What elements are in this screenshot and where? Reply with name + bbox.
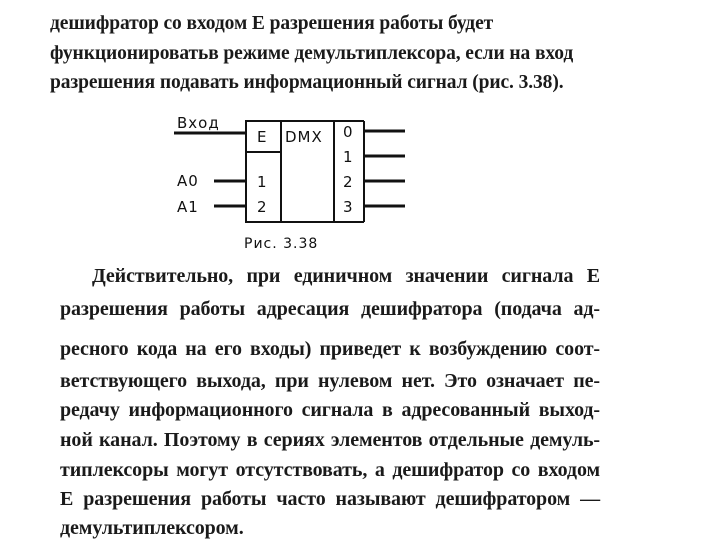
text-line: типлексоры могут отсутствовать, а дешифратор со входом xyxy=(60,459,600,481)
a1-label: A1 xyxy=(177,198,199,216)
output-0-label: 0 xyxy=(343,123,354,141)
address-input-1: 1 xyxy=(257,173,268,191)
text-line: E разрешения работы часто называют дешифратором — xyxy=(60,488,600,510)
text-line: ной канал. Поэтому в сериях элементов отдельные демуль- xyxy=(60,429,600,451)
figure-caption: Рис. 3.38 xyxy=(244,236,319,252)
output-2-label: 2 xyxy=(343,173,354,191)
text-line: редачу информационного сигнала в адресованный выход- xyxy=(60,399,600,421)
input-label: Вход xyxy=(177,114,220,132)
a0-label: A0 xyxy=(177,172,199,190)
text-line: Действительно, при единичном значении сигнала E xyxy=(92,265,600,287)
text-line: ветствующего выхода, при нулевом нет. Это означает пе- xyxy=(60,370,600,392)
output-3-label: 3 xyxy=(343,198,354,216)
text-line: функционироватьв режиме демультиплексора, если на вход xyxy=(50,43,574,64)
text-line: демультиплексором. xyxy=(60,517,244,539)
text-line: ресного кода на его входы) приведет к возбуждению соот- xyxy=(60,338,600,360)
enable-label: E xyxy=(257,128,268,146)
text-line: разрешения подавать информационный сигнал (рис. 3.38). xyxy=(50,72,564,93)
output-1-label: 1 xyxy=(343,148,354,166)
block-label: DMX xyxy=(285,128,323,146)
text-line: разрешения работы адресация дешифратора (подача ад- xyxy=(60,298,600,320)
text-line: дешифратор со входом E разрешения работы будет xyxy=(50,13,494,34)
address-input-2: 2 xyxy=(257,198,268,216)
